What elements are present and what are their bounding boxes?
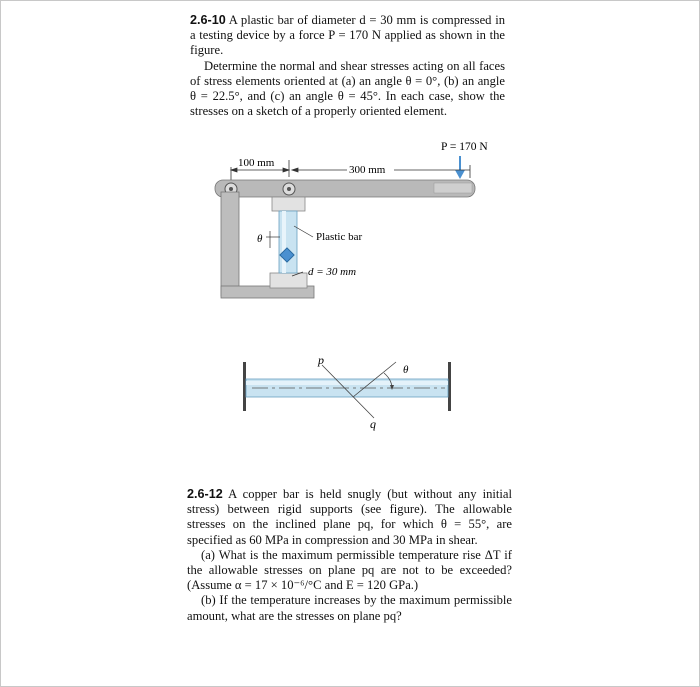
problem-statement: A plastic bar of diameter d = 30 mm is compressed in a testing device by a force P = 170 N applied as shown in the figure. [190, 13, 505, 58]
frame-post [221, 192, 239, 296]
problem-part-a: (a) What is the maximum permissible temperature rise ΔT if the allowable stresses on plane pq are not to be exceeded? (Assume α = 17 × 10⁻⁶/°C and E = 120 GPa.) [187, 547, 512, 593]
problem-number: 2.6-10 [190, 13, 226, 27]
diameter-label: d = 30 mm [308, 266, 357, 278]
lever-hatch [434, 183, 472, 193]
plastic-bar [279, 211, 297, 273]
dimension-left-label: 100 mm [238, 157, 275, 169]
dimension-right-label: 300 mm [349, 164, 386, 176]
lower-support [270, 273, 307, 288]
label-theta-2: θ [403, 364, 409, 376]
upper-support [272, 197, 305, 211]
problem-task: Determine the normal and shear stresses acting on all faces of stress elements oriented at (a) an angle θ = 0°, (b) an angle θ = 22.5°, and (c) an angle θ = 45°. In each case, show the stresses on a sketch of a properly oriented element. [190, 58, 505, 119]
label-q: q [370, 417, 376, 431]
theta-label: θ [257, 233, 263, 245]
problem-part-b: (b) If the temperature increases by the maximum permissible amount, what are the stresses on plane pq? [187, 593, 512, 623]
problem-number-2: 2.6-12 [187, 487, 223, 501]
problem-statement-2: A copper bar is held snugly (but without any initial stress) between rigid supports (see figure). The allowable stresses on the inclined plane pq, for which θ = 55°, are specified as 60 MPa in compression and 30 MPa in shear. [187, 487, 512, 547]
left-rigid-support [243, 362, 246, 411]
right-rigid-support [448, 362, 451, 411]
force-label: P = 170 N [441, 141, 488, 153]
problem-2-6-12 [187, 487, 512, 624]
plastic-bar-label: Plastic bar [316, 231, 363, 243]
force-arrow [455, 156, 465, 179]
bar-between-supports [243, 362, 451, 418]
label-p: p [318, 353, 324, 367]
